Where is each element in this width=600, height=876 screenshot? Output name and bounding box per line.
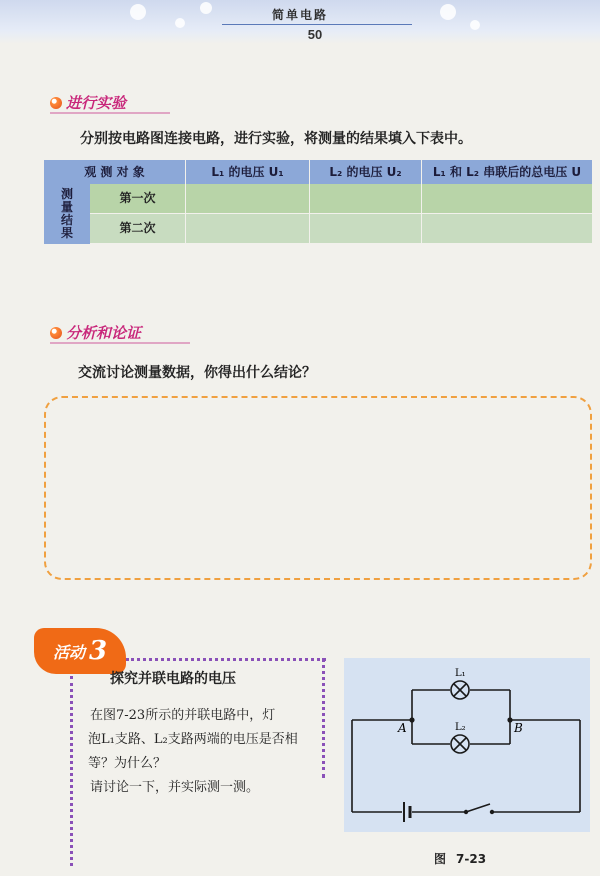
circuit-figure xyxy=(344,658,590,832)
dotted-divider xyxy=(126,658,326,661)
dotted-divider xyxy=(70,676,73,866)
bullet-icon xyxy=(50,327,62,339)
table-cell-empty[interactable] xyxy=(310,184,422,213)
switch-icon xyxy=(466,804,490,812)
table-header-row xyxy=(44,160,592,184)
answer-box[interactable] xyxy=(44,396,592,580)
table-row xyxy=(90,214,592,243)
figure-caption-prefix: 图 xyxy=(434,852,447,866)
table-cell-empty[interactable] xyxy=(422,214,592,243)
activity-badge-number: 3 xyxy=(88,636,108,666)
header-rule xyxy=(222,24,412,25)
heading-underline xyxy=(50,112,170,114)
activity-badge-word: 活动 xyxy=(52,642,85,662)
figure-caption-number: 7-23 xyxy=(456,852,487,866)
lamp-l2-label: L₂ xyxy=(455,722,466,733)
node-b-label: B xyxy=(514,721,523,735)
side-label-char: 测 xyxy=(60,187,73,201)
star-decoration xyxy=(470,20,480,30)
table-cell-empty[interactable] xyxy=(310,214,422,243)
table-cell-empty[interactable] xyxy=(422,184,592,213)
bullet-icon xyxy=(50,97,62,109)
node-a-label: A xyxy=(398,721,407,735)
running-title: 简单电路 xyxy=(271,8,328,22)
activity-text-line: 在图7-23所示的并联电路中，灯 xyxy=(90,708,276,723)
heading-underline xyxy=(50,342,190,344)
experiment-instruction: 分别按电路图连接电路，进行实验，将测量的结果填入下表中。 xyxy=(80,131,472,147)
row-label: 第一次 xyxy=(90,184,186,213)
analysis-heading xyxy=(50,322,141,343)
node-dot xyxy=(507,717,512,722)
node-dot xyxy=(409,717,414,722)
star-decoration xyxy=(175,18,185,28)
table-cell-empty[interactable] xyxy=(186,184,310,213)
star-decoration xyxy=(130,4,146,20)
row-label: 第二次 xyxy=(90,214,186,243)
dotted-divider xyxy=(322,658,325,778)
measurement-table xyxy=(44,160,592,244)
side-label-char: 量 xyxy=(60,200,73,214)
analysis-question: 交流讨论测量数据，你得出什么结论？ xyxy=(78,365,316,381)
parallel-circuit-diagram xyxy=(344,658,590,832)
star-decoration xyxy=(440,4,456,20)
star-decoration xyxy=(200,2,212,14)
table-row xyxy=(90,184,592,214)
experiment-heading xyxy=(50,92,126,113)
table-cell-empty[interactable] xyxy=(186,214,310,243)
figure-caption xyxy=(434,850,496,867)
activity-text-line: 请讨论一下，并实际测一测。 xyxy=(90,780,260,795)
activity-text-line: 等？为什么？ xyxy=(88,756,167,771)
activity-title: 探究并联电路的电压 xyxy=(110,671,236,687)
table-header-cell: L₂ 的电压 U₂ xyxy=(310,160,422,184)
table-header-cell: L₁ 的电压 U₁ xyxy=(186,160,310,184)
table-side-label xyxy=(44,184,90,244)
side-label-char: 结 xyxy=(60,213,73,227)
lamp-l1-label: L₁ xyxy=(455,668,466,679)
page-number: 50 xyxy=(307,27,323,42)
table-header-cell: 观 测 对 象 xyxy=(44,160,186,184)
experiment-heading-text: 进行实验 xyxy=(66,94,127,112)
activity-text-line: 泡L₁支路、L₂支路两端的电压是否相 xyxy=(88,732,298,747)
side-label-char: 果 xyxy=(60,226,73,240)
table-header-cell: L₁ 和 L₂ 串联后的总电压 U xyxy=(432,165,582,179)
analysis-heading-text: 分析和论证 xyxy=(66,324,142,342)
